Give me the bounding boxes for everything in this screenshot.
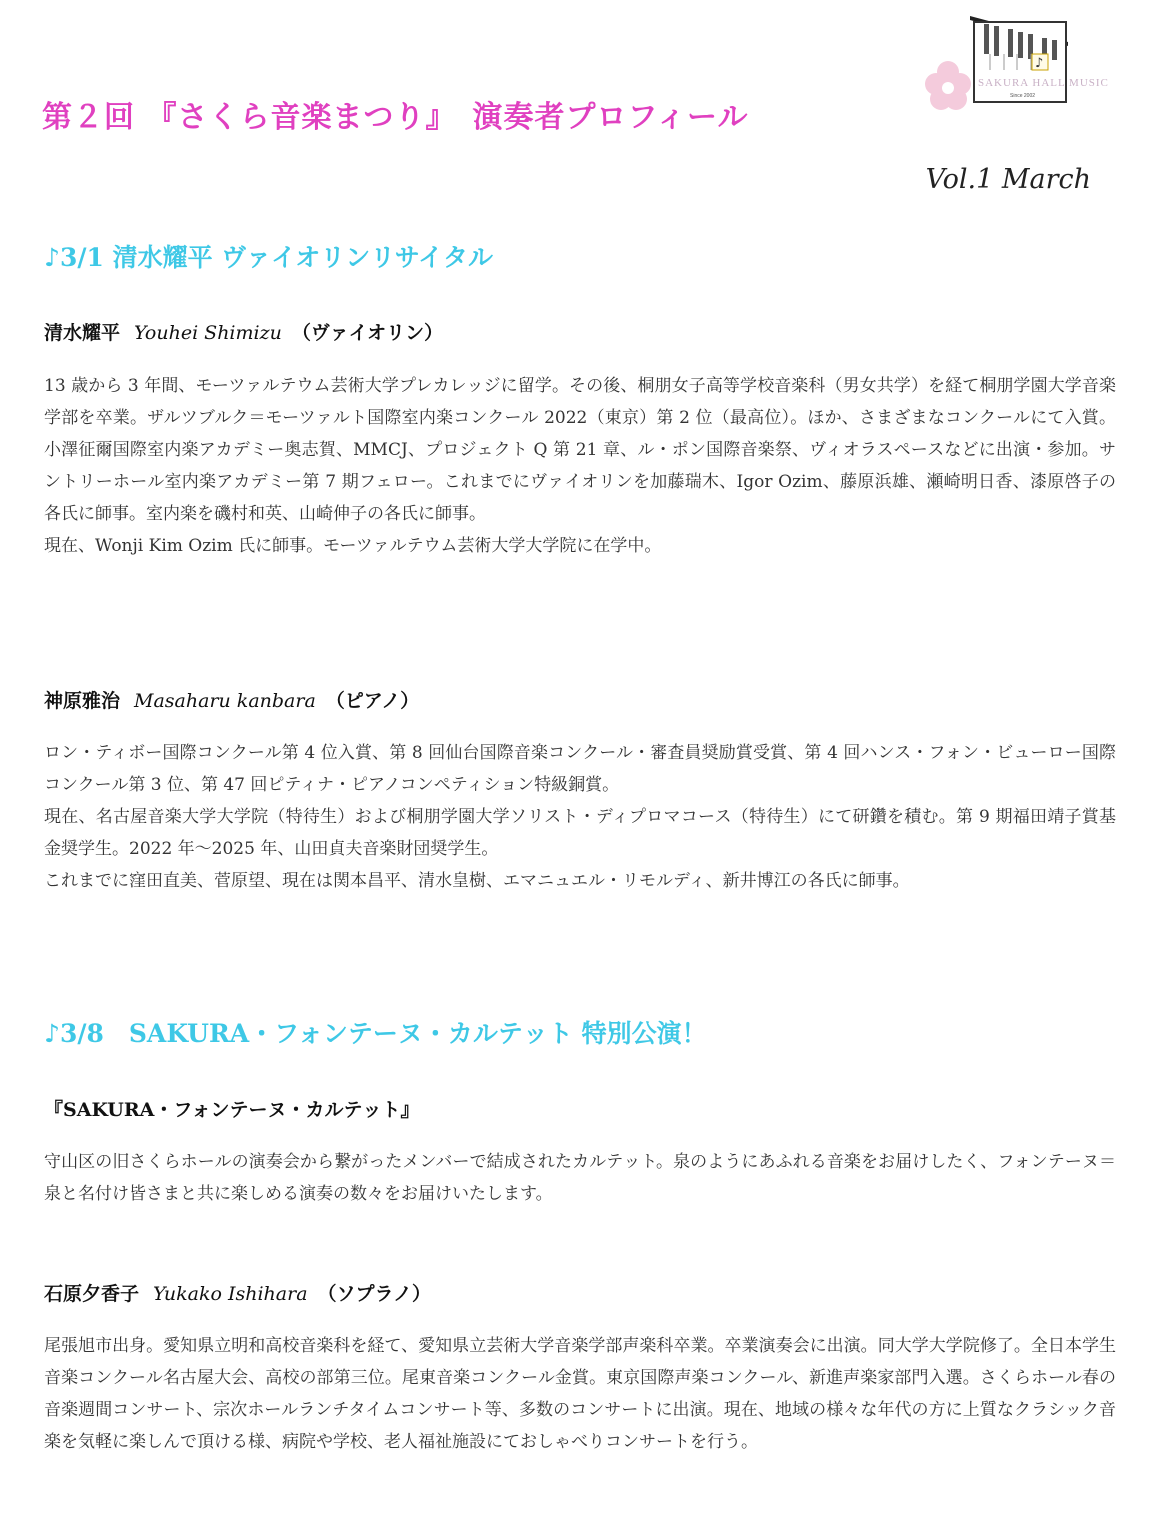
bio-paragraph: ロン・ティボー国際コンクール第 4 位入賞、第 8 回仙台国際音楽コンクール・審査員奨励賞受賞、第 4 回ハンス・フォン・ビューロー国際コンクール第 3 位、第 47 回ピティナ・ピアノコンペティション特級銅賞。: [44, 743, 1116, 795]
performer-name-shimizu: [44, 318, 443, 345]
section-heading-violin-recital: ♪3/1 清水耀平 ヴァイオリンリサイタル: [44, 243, 494, 272]
performer-instrument: （ヴァイオリン）: [291, 322, 444, 344]
group-name: 『SAKURA・フォンテーヌ・カルテット』: [44, 1099, 420, 1121]
svg-text:SAKURA HALL MUSIC: SAKURA HALL MUSIC: [978, 77, 1108, 89]
performer-name-ishihara: [44, 1279, 431, 1306]
bio-paragraph: 尾張旭市出身。愛知県立明和高校音楽科を経て、愛知県立芸術大学音楽学部声楽科卒業。卒業演奏会に出演。同大学大学院修了。全日本学生音楽コンクール名古屋大会、高校の部第三位。尾東音楽コンクール金賞。東京国際声楽コンクール、新進声楽家部門入選。さくらホール春の音楽週間コンサート、宗次ホールランチタイムコンサート等、多数のコンサートに出演。現在、地域の様々な年代の方に上質なクラシック音楽を気軽に楽しんで頂ける様、病院や学校、老人福祉施設にておしゃべりコンサートを行う。: [44, 1336, 1116, 1452]
cherry-blossom-icon: [925, 61, 971, 110]
piano-logo-icon: [918, 10, 1108, 122]
group-description: [44, 1146, 1116, 1210]
document-title: 第２回 『さくら音楽まつり』 演奏者プロフィール: [42, 100, 749, 135]
performer-name-kanbara: [44, 686, 419, 713]
performer-name-ja: 石原夕香子: [44, 1283, 140, 1305]
bio-paragraph: これまでに窪田直美、菅原望、現在は関本昌平、清水皇樹、エマニュエル・リモルディ、新井博江の各氏に師事。: [44, 871, 910, 891]
sakura-hall-music-logo: [918, 10, 1108, 122]
performer-name-roman: Masaharu kanbara: [134, 690, 316, 712]
svg-text:Since 2002: Since 2002: [1010, 93, 1036, 99]
performer-bio-kanbara: [44, 737, 1116, 897]
performer-instrument: （ソプラノ）: [317, 1283, 431, 1305]
bio-paragraph: 現在、Wonji Kim Ozim 氏に師事。モーツァルテウム芸術大学大学院に在学中。: [44, 536, 662, 556]
section-heading-quartet-concert: ♪3/8 SAKURA・フォンテーヌ・カルテット 特別公演！: [44, 1019, 707, 1048]
bio-paragraph: 13 歳から 3 年間、モーツァルテウム芸術大学プレカレッジに留学。その後、桐朋女子高等学校音楽科（男女共学）を経て桐朋学園大学音楽学部を卒業。ザルツブルク＝モーツァルト国際室内楽コンクール 2022（東京）第 2 位（最高位）。ほか、さまざまなコンクールにて入賞。小澤征爾国際室内楽アカデミー奥志賀、MMCJ、プロジェクト Q 第 21 章、ル・ポン国際音楽祭、ヴィオラスペースなどに出演・参加。サントリーホール室内楽アカデミー第 7 期フェロー。これまでにヴァイオリンを加藤瑞木、Igor Ozim、藤原浜雄、瀬崎明日香、漆原啓子の各氏に師事。室内楽を磯村和英、山崎伸子の各氏に師事。: [44, 376, 1116, 524]
performer-name-ja: 清水耀平: [44, 322, 121, 344]
group-description-text: 守山区の旧さくらホールの演奏会から繋がったメンバーで結成されたカルテット。泉のようにあふれる音楽をお届けしたく、フォンテーヌ＝泉と名付け皆さまと共に楽しめる演奏の数々をお届けいたします。: [44, 1152, 1116, 1204]
performer-name-ja: 神原雅治: [44, 690, 121, 712]
performer-instrument: （ピアノ）: [325, 690, 420, 712]
performer-name-roman: Youhei Shimizu: [134, 322, 282, 344]
performer-name-roman: Yukako Ishihara: [153, 1283, 308, 1305]
bio-paragraph: 現在、名古屋音楽大学大学院（特待生）および桐朋学園大学ソリスト・ディプロマコース（特待生）にて研鑽を積む。第 9 期福田靖子賞基金奨学生。2022 年〜2025 年、山田貞夫音楽財団奨学生。: [44, 807, 1116, 859]
performer-bio-ishihara: [44, 1330, 1116, 1458]
volume-label: Vol.1 March: [925, 164, 1091, 195]
svg-text:♪: ♪: [1035, 56, 1044, 71]
performer-bio-shimizu: [44, 370, 1116, 562]
